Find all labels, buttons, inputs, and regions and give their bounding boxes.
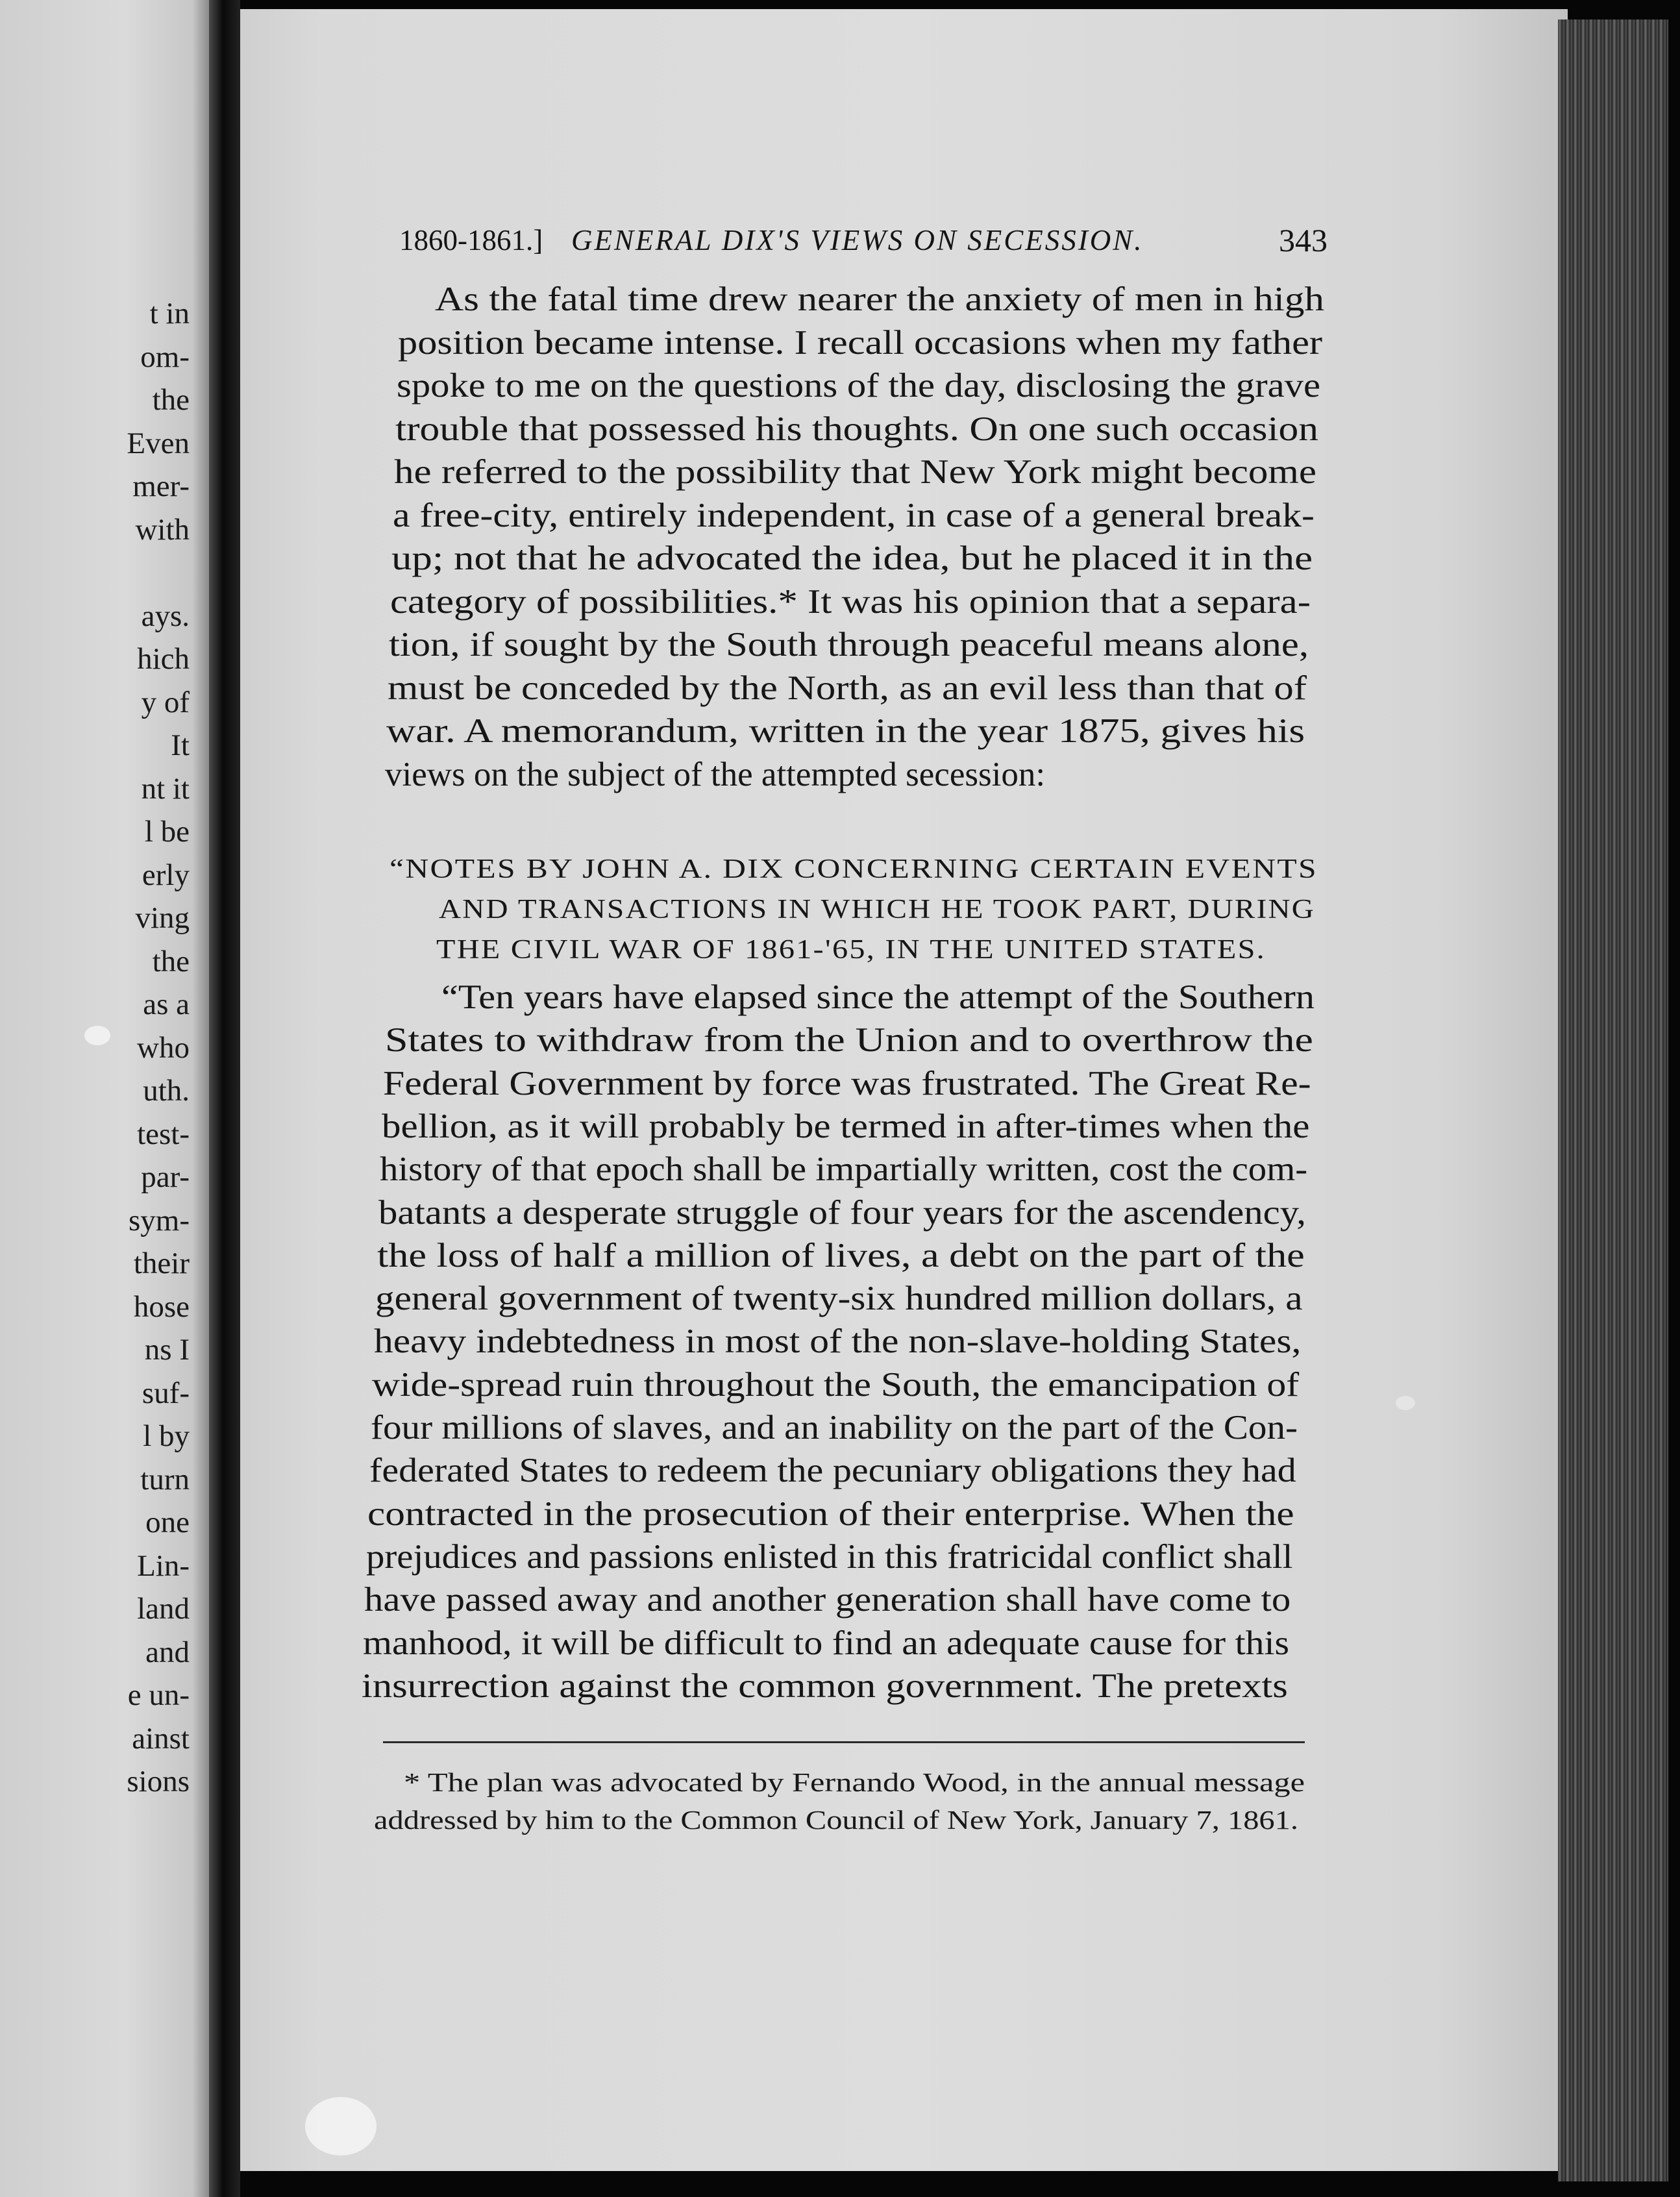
footnote-line: addressed by him to the Common Council of New York, January 7, 1861.	[374, 1805, 1298, 1835]
paper-speck	[84, 1026, 110, 1045]
header-chapter-title: GENERAL DIX'S VIEWS ON SECESSION.	[571, 224, 1144, 256]
previous-page-line: one	[145, 1506, 190, 1539]
previous-page-line: their	[133, 1247, 190, 1280]
paragraph-line: bellion, as it will probably be termed in after-times when the	[381, 1107, 1310, 1145]
paragraph-line: four millions of slaves, and an inability on the part of the Con-	[371, 1409, 1298, 1446]
previous-page-line: uth.	[143, 1074, 190, 1108]
footnote-line: * The plan was advocated by Fernando Wood, in the annual message	[404, 1767, 1305, 1797]
previous-page-line: om-	[140, 340, 190, 374]
paragraph-line: federated States to redeem the pecuniary obligations they had	[369, 1452, 1296, 1490]
previous-page-line: hich	[137, 642, 190, 676]
paragraph-line: he referred to the possibility that New York might become	[394, 453, 1316, 491]
previous-page-line: test-	[137, 1117, 190, 1151]
previous-page-line: the	[152, 383, 190, 417]
paragraph-line: heavy indebtedness in most of the non-slave-holding States,	[373, 1322, 1302, 1361]
paper-speck	[1396, 1396, 1415, 1410]
previous-page-fragment	[0, 0, 209, 2197]
running-header	[399, 221, 1328, 260]
previous-page-line: ainst	[132, 1721, 190, 1756]
paragraph-line: war. A memorandum, written in the year 1875, gives his	[386, 712, 1305, 750]
paragraph-line: views on the subject of the attempted secession:	[385, 755, 1046, 793]
heading-line: “NOTES BY JOHN A. DIX CONCERNING CERTAIN EVENTS	[389, 854, 1318, 884]
paragraph-line: position became intense. I recall occasions when my father	[398, 323, 1322, 362]
paragraph-line: Federal Government by force was frustrated. The Great Re-	[383, 1064, 1311, 1102]
paragraph-line: a free-city, entirely independent, in case of a general break-	[393, 496, 1315, 534]
footnote-divider	[383, 1741, 1305, 1743]
previous-page-line: sions	[127, 1765, 190, 1798]
previous-page-line: t in	[149, 297, 190, 330]
previous-page-line: mer-	[132, 469, 190, 503]
previous-page-line: hose	[133, 1289, 190, 1324]
previous-page-line: e un-	[127, 1678, 190, 1712]
previous-page-line: sym-	[129, 1203, 190, 1237]
paragraph-line: the loss of half a million of lives, a debt on the part of the	[377, 1236, 1305, 1274]
previous-page-line: turn	[140, 1462, 190, 1496]
paragraph-line: have passed away and another generation shall have come to	[364, 1581, 1291, 1619]
paper-speck	[305, 2097, 377, 2155]
previous-page-line: nt it	[141, 771, 190, 806]
paragraph-line: general government of twenty-six hundred million dollars, a	[375, 1280, 1303, 1318]
previous-page-line: y of	[141, 685, 190, 719]
paragraph-line: must be conceded by the North, as an evil less than that of	[388, 669, 1307, 707]
previous-page-line: ays.	[141, 599, 190, 633]
paragraph-line: contracted in the prosecution of their enterprise. When the	[367, 1495, 1294, 1533]
previous-page-line: Even	[127, 426, 190, 460]
previous-page-line: who	[137, 1030, 190, 1065]
paragraph-line: trouble that possessed his thoughts. On one such occasion	[395, 410, 1318, 448]
paragraph-line: States to withdraw from the Union and to overthrow the	[384, 1021, 1313, 1060]
previous-page-line: erly	[142, 858, 190, 892]
previous-page-line: Lin-	[137, 1548, 190, 1583]
paragraph-line: insurrection against the common government. The pretexts	[361, 1667, 1288, 1705]
paragraph-line: tion, if sought by the South through peaceful means alone,	[389, 626, 1309, 664]
header-date-range: 1860-1861.]	[399, 224, 543, 256]
previous-page-line: ving	[135, 901, 190, 935]
previous-page-line: the	[152, 944, 190, 978]
heading-line: THE CIVIL WAR OF 1861-'65, IN THE UNITED STATES.	[436, 935, 1266, 965]
previous-page-line: l by	[143, 1419, 190, 1453]
previous-page-line: as a	[143, 987, 190, 1021]
page-number: 343	[1279, 222, 1328, 258]
previous-page-line: l be	[144, 815, 190, 849]
previous-page-line: and	[145, 1635, 190, 1669]
paragraph-line: spoke to me on the questions of the day, disclosing the grave	[397, 367, 1320, 404]
paragraph-line: history of that epoch shall be impartially written, cost the com-	[380, 1150, 1308, 1189]
paragraph-line: manhood, it will be difficult to find an adequate cause for this	[363, 1624, 1289, 1662]
paragraph-line: “Ten years have elapsed since the attempt of the Southern	[441, 978, 1315, 1016]
book-gutter	[209, 0, 240, 2197]
paragraph-line: As the fatal time drew nearer the anxiety of men in high	[435, 280, 1324, 318]
previous-page-line: with	[135, 512, 190, 547]
previous-page-line: It	[171, 728, 190, 762]
previous-page-line: suf-	[142, 1376, 190, 1410]
paragraph-line: wide-spread ruin throughout the South, the emancipation of	[372, 1365, 1300, 1404]
paragraph-line: batants a desperate struggle of four years for the ascendency,	[378, 1193, 1306, 1232]
previous-page-line: ns I	[144, 1333, 190, 1367]
book-page-edges	[1558, 19, 1668, 2181]
previous-page-line: land	[137, 1592, 190, 1626]
paragraph-line: category of possibilities.* It was his opinion that a separa-	[390, 582, 1311, 621]
heading-line: AND TRANSACTIONS IN WHICH HE TOOK PART, DURING	[439, 895, 1315, 925]
paragraph-line: prejudices and passions enlisted in this fratricidal conflict shall	[365, 1537, 1293, 1576]
paragraph-line: up; not that he advocated the idea, but he placed it in the	[391, 540, 1313, 577]
previous-page-line: par-	[141, 1160, 190, 1194]
